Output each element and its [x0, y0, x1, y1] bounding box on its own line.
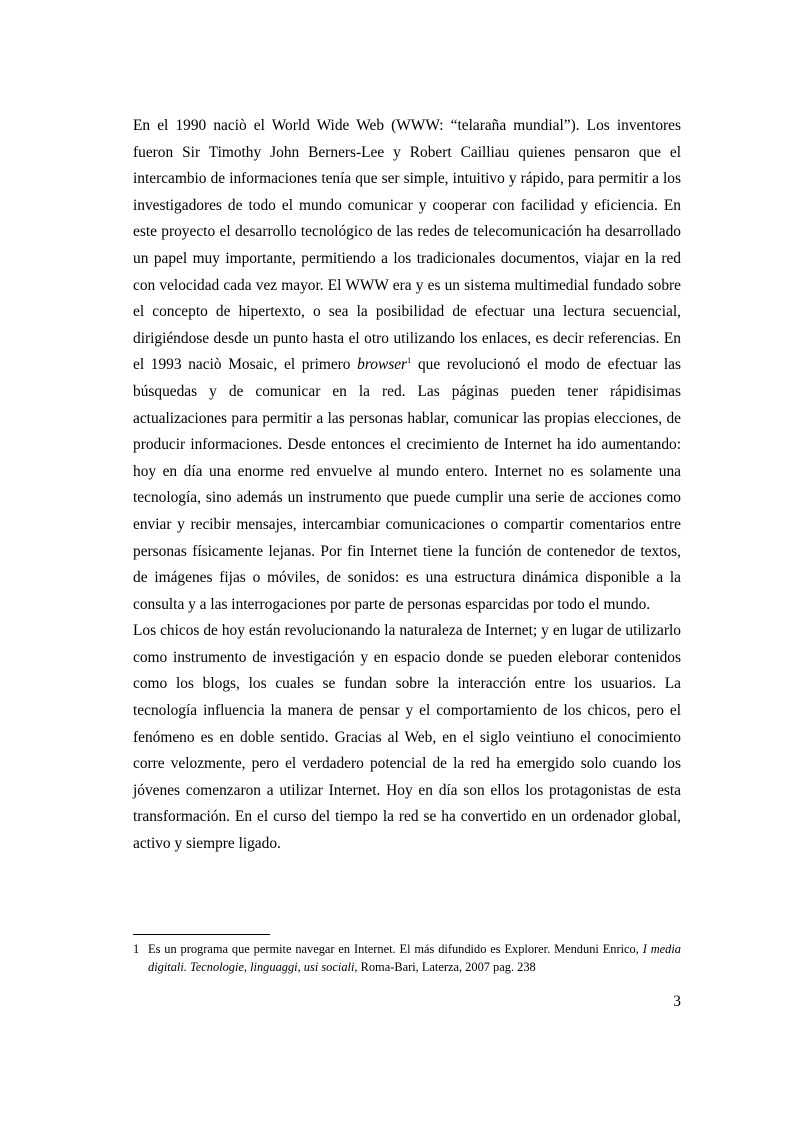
body-text: [133, 113, 681, 858]
footnote-book-title: I media digitali. Tecnologie, linguaggi, usi sociali,: [148, 942, 681, 974]
browser-term: browser: [357, 356, 408, 374]
footnote-reference[interactable]: 1: [407, 355, 412, 366]
footnote-text-main: Es un programa que permite navegar en Internet. El más difundido es Explorer. Menduni Enrico,: [148, 942, 643, 956]
footnote: [133, 940, 681, 976]
page-number: 3: [673, 993, 681, 1010]
paragraph-youth-internet: Los chicos de hoy están revolucionando la naturaleza de Internet; y en lugar de utilizarlo como instrumento de investigación y en espacio donde se pueden eleborar contenidos como los blogs, los cuales se fundan sobre la interacción entre los usuarios. La tecnología influencia la manera de pensar y el comportamiento de los chicos, pero el fenómeno es en doble sentido. Gracias al Web, en el siglo veintiuno el conocimiento corre velozmente, pero el verdadero potencial de la red ha emergido solo cuando los jóvenes comenzaron a utilizar Internet. Hoy en día son ellos los protagonistas de esta transformación. En el curso del tiempo la red se ha convertido en un ordenador global, activo y siempre ligado.: [133, 622, 681, 853]
footnote-separator: [133, 934, 270, 935]
paragraph-text: En el 1990 naciò el World Wide Web (WWW: “telaraña mundial”). Los inventores fueron Sir Timothy John Berners-Lee y Robert Cailliau quienes pensaron que el intercambio de informaciones tenía que ser simple, intuitivo y rápido, para permitir a los investigadores de todo el mundo comunicar y cooperar con facilidad y eficiencia. En este proyecto el desarrollo tecnológico de las redes de telecomunicación ha desarrollado un papel muy importante, permitiendo a los tradicionales documentos, viajar en la red con velocidad cada vez mayor. El WWW era y es un sistema multimedial fundado sobre el concepto de hipertexto, o sea la posibilidad de efectuar una lectura secuencial, dirigiéndose desde un punto hasta el otro utilizando los enlaces, es decir referencias. En el 1993 naciò Mosaic, el primero: [133, 117, 681, 374]
paragraph-www-history: [133, 113, 681, 618]
footnote-text: [148, 940, 681, 976]
footnote-number: 1: [133, 942, 140, 956]
paragraph-text-continued: que revolucionó el modo de efectuar las búsquedas y de comunicar en la red. Las páginas pueden tener rápidisimas actualizaciones para permitir a las personas hablar, comunicar las propias elecciones, de producir informaciones. Desde entonces el crecimiento de Internet ha ido aumentando: hoy en día una enorme red envuelve al mundo entero. Internet no es solamente una tecnología, sino además un instrumento que puede cumplir una serie de acciones como enviar y recibir mensajes, intercambiar comunicaciones o compartir comentarios entre personas físicamente lejanas. Por fin Internet tiene la función de contenedor de textos, de imágenes fijas o móviles, de sonidos: es una estructura dinámica disponible a la consulta y a las interrogaciones por parte de personas esparcidas por todo el mundo.: [133, 356, 681, 613]
footnote-citation: Roma-Bari, Laterza, 2007 pag. 238: [357, 960, 536, 974]
